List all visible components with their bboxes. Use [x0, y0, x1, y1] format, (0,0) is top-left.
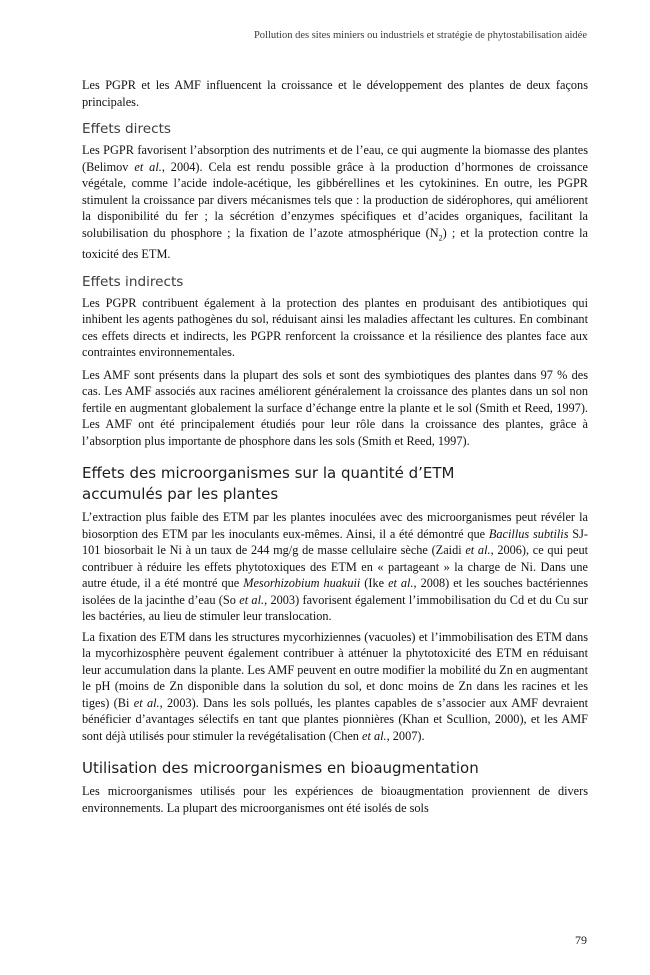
paragraph-quantite-1: L’extraction plus faible des ETM par les plantes inoculées avec des microorganismes peut révéler la biosorption des ETM par les inoculants eux-mêmes. Ainsi, il a été démontré que Bacillus subtilis SJ-101 biosorbait le Ni à un taux de 244 mg/g de masse cellulaire sèche (Zaidi et al., 2006), ce qui peut contribuer à réduire les effets phytotoxiques des ETM en « partageant » la charge de Ni. Dans une autre étude, il a été montré que Mesorhizobium huakuii (Ike et al., 2008) et les souches bactériennes isolées de la jacinthe d’eau (So et al., 2003) favorisent également l’immobilisation du Cd et du Cu sur les bactéries, au lieu de stimuler leur translocation.	[82, 510, 589, 624]
heading-bioaugmentation: Utilisation des microorganismes en bioaugmentation	[82, 759, 479, 778]
paragraph-effets-indirects-2: Les AMF sont présents dans la plupart des sols et sont des symbiotiques des plantes dans 97 % des cas. Les AMF associés aux racines améliorent généralement la croissance des plantes dans un sol non fertile en augmentant globalement la surface d’échange entre la plante et le sol (Smith et Reed, 1997). Les AMF ont été principalement étudiés pour leur rôle dans la croissance des plantes, grâce à l’absorption plus importante de phosphore dans les sols (Smith et Reed, 1997).	[82, 367, 588, 448]
page-number: 79	[575, 933, 587, 947]
intro-paragraph: Les PGPR et les AMF influencent la croissance et le développement des plantes de deux façons principales.	[82, 78, 588, 109]
paragraph-bioaugmentation: Les microorganismes utilisés pour les expériences de bioaugmentation proviennent de divers environnements. La plupart des microorganismes ont été isolés de sols	[82, 784, 588, 815]
heading-effets-directs: Effets directs	[82, 121, 171, 137]
paragraph-effets-indirects-1: Les PGPR contribuent également à la protection des plantes en produisant des antibiotiques qui inhibent les agents pathogènes du sol, réduisant ainsi les maladies affectant les cultures. En combinant ces effets directs et indirects, les PGPR renforcent la croissance et la résilience des plantes face aux contraintes environnementales.	[82, 295, 588, 360]
paragraph-quantite-2: La fixation des ETM dans les structures mycorhiziennes (vacuoles) et l’immobilisation des ETM dans la mycorhizosphère peuvent également contribuer à atténuer la phytotoxicité des ETM en réduisant leur accumulation dans la plante. Les AMF peuvent en outre modifier la mobilité du Zn en augmentant le pH (moins de Zn disponible dans la solution du sol, et donc moins de Zn dans les racines et les tiges) (Bi et al., 2003). Dans les sols pollués, les plantes capables de s’associer aux AMF devraient bénéficier d’avantages sélectifs en tant que plantes pionnières (Khan et Scullion, 2000), et les AMF sont déjà utilisés pour stimuler la revégétalisation (Chen et al., 2007).	[82, 629, 589, 743]
paragraph-effets-directs: Les PGPR favorisent l’absorption des nutriments et de l’eau, ce qui augmente la biomasse des plantes (Belimov et al., 2004). Cela est rendu possible grâce à la production d’hormones de croissance végétale, comme l’acide indole-acétique, les gibbérellines et les cytokinines. En outre, les PGPR stimulent la croissance par divers mécanismes tels que : la production de sidérophores, qui améliorent la disponibilité du fer ; la sécrétion d’enzymes spécifiques et d’acides organiques, facilitant la solubilisation du phosphore ; la fixation de l’azote atmosphérique $(N_2)$ ; et la protection contre la toxicité des ETM.	[82, 143, 588, 262]
heading-effets-indirects: Effets indirects	[82, 273, 184, 290]
heading-effets-microorganismes: Effets des microorganismes sur la quantité d’ETM accumulés par les plantes	[82, 464, 455, 504]
body-text	[82, 77, 588, 822]
running-header: Pollution des sites miniers ou industriels et stratégie de phytostabilisation aidée	[253, 30, 587, 41]
